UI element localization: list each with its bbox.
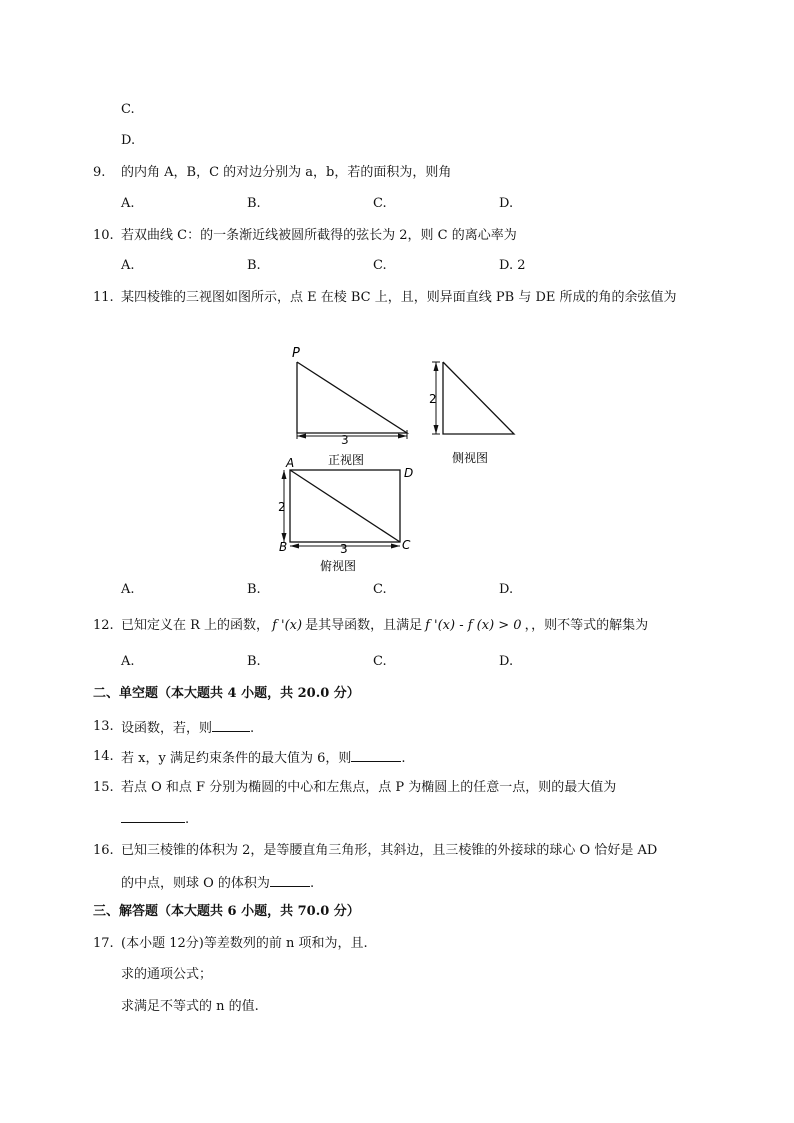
q9-option-a: A.: [121, 196, 135, 211]
q12-derivative: f '(x): [272, 618, 303, 633]
front-view: [297, 362, 407, 439]
q8-option-c: C.: [121, 102, 135, 117]
q15-answer-line: [121, 810, 189, 828]
q16-line-2: [121, 874, 314, 892]
q17-sub-2: 求满足不等式的 n 的值.: [121, 999, 259, 1014]
top-vertex-d: D: [404, 466, 414, 480]
q9-option-d: D.: [499, 196, 514, 211]
q12-option-a: A.: [121, 654, 135, 669]
top-dim-width-label: 3: [340, 542, 348, 556]
q11-option-a: A.: [121, 582, 135, 597]
top-view: [282, 470, 401, 549]
three-view-figure: [270, 335, 530, 580]
q16-text-2: 的中点，则球 O 的体积为: [121, 876, 270, 891]
q13-answer-blank[interactable]: [212, 719, 250, 732]
q14-text: 若 x，y 满足约束条件的最大值为 6，则: [121, 751, 352, 766]
q12-text-b: 是其导函数，且满足: [305, 618, 423, 633]
q9-option-c: C.: [373, 196, 387, 211]
q15-end: .: [185, 812, 190, 827]
q10-option-a: A.: [121, 258, 135, 273]
side-dim-label: 2: [429, 392, 437, 406]
q11-option-c: C.: [373, 582, 387, 597]
q14-line: [121, 749, 406, 767]
q12-option-b: B.: [247, 654, 261, 669]
q10-option-b: B.: [247, 258, 261, 273]
q9-text: 的内角 A，B，C 的对边分别为 a，b，若的面积为，则角: [121, 165, 452, 180]
top-dim-height-label: 2: [278, 500, 286, 514]
q12-text-c: ，，则不等式的解集为: [524, 618, 649, 633]
q12-text-a: 已知定义在 R 上的函数，: [121, 618, 270, 633]
q14-number: 14.: [93, 749, 114, 764]
q8-option-d: D.: [121, 133, 136, 148]
q17-sub-1: 求的通项公式；: [121, 967, 213, 982]
q17-number: 17.: [93, 936, 114, 951]
q14-end: .: [401, 751, 406, 766]
top-view-caption: 俯视图: [320, 559, 357, 573]
q13-text: 设函数，若，则: [121, 721, 213, 736]
q11-option-b: B.: [247, 582, 261, 597]
front-view-caption: 正视图: [328, 453, 365, 467]
q13-number: 13.: [93, 719, 114, 734]
top-vertex-c: C: [402, 538, 411, 552]
top-vertex-a: A: [286, 456, 295, 470]
q12-number: 12.: [93, 618, 114, 633]
q11-option-d: D.: [499, 582, 514, 597]
q17-text: (本小题 12分)等差数列的前 n 项和为，且.: [121, 936, 368, 951]
q12-inequality: f '(x) - f (x) > 0: [425, 618, 522, 633]
q13-line: [121, 719, 254, 737]
q10-number: 10.: [93, 228, 114, 243]
q10-text: 若双曲线 C：的一条渐近线被圆所截得的弦长为 2，则 C 的离心率为: [121, 228, 517, 243]
q11-text: 某四棱锥的三视图如图所示，点 E 在棱 BC 上，且，则异面直线 PB 与 DE 所成的角的余弦值为: [121, 290, 677, 305]
q16-text: 已知三棱锥的体积为 2，是等腰直角三角形，其斜边，且三棱锥的外接球的球心 O 恰好是 AD: [121, 843, 658, 858]
q15-text: 若点 O 和点 F 分别为椭圆的中心和左焦点，点 P 为椭圆上的任意一点，则的最大值为: [121, 780, 617, 795]
q9-number: 9.: [93, 165, 106, 180]
q13-end: .: [250, 721, 255, 736]
q16-answer-blank[interactable]: [270, 874, 310, 887]
q12-option-d: D.: [499, 654, 514, 669]
top-vertex-b: B: [279, 540, 288, 554]
q16-end: .: [309, 876, 315, 891]
front-dim-label: 3: [341, 433, 349, 447]
front-vertex-p: P: [292, 346, 300, 361]
q11-number: 11.: [93, 290, 114, 305]
q15-number: 15.: [93, 780, 114, 795]
q12-text: [121, 618, 648, 634]
q9-option-b: B.: [247, 196, 261, 211]
section-2-heading: 二、单空题（本大题共 4 小题，共 20.0 分）: [93, 686, 360, 701]
q14-answer-blank[interactable]: [351, 749, 401, 762]
q15-answer-blank[interactable]: [121, 810, 185, 823]
q10-option-d: D. 2: [499, 258, 526, 273]
side-view: [432, 362, 514, 434]
q16-number: 16.: [93, 843, 114, 858]
q12-option-c: C.: [373, 654, 387, 669]
side-view-caption: 侧视图: [452, 451, 489, 465]
section-3-heading: 三、解答题（本大题共 6 小题，共 70.0 分）: [93, 904, 360, 919]
q10-option-c: C.: [373, 258, 387, 273]
